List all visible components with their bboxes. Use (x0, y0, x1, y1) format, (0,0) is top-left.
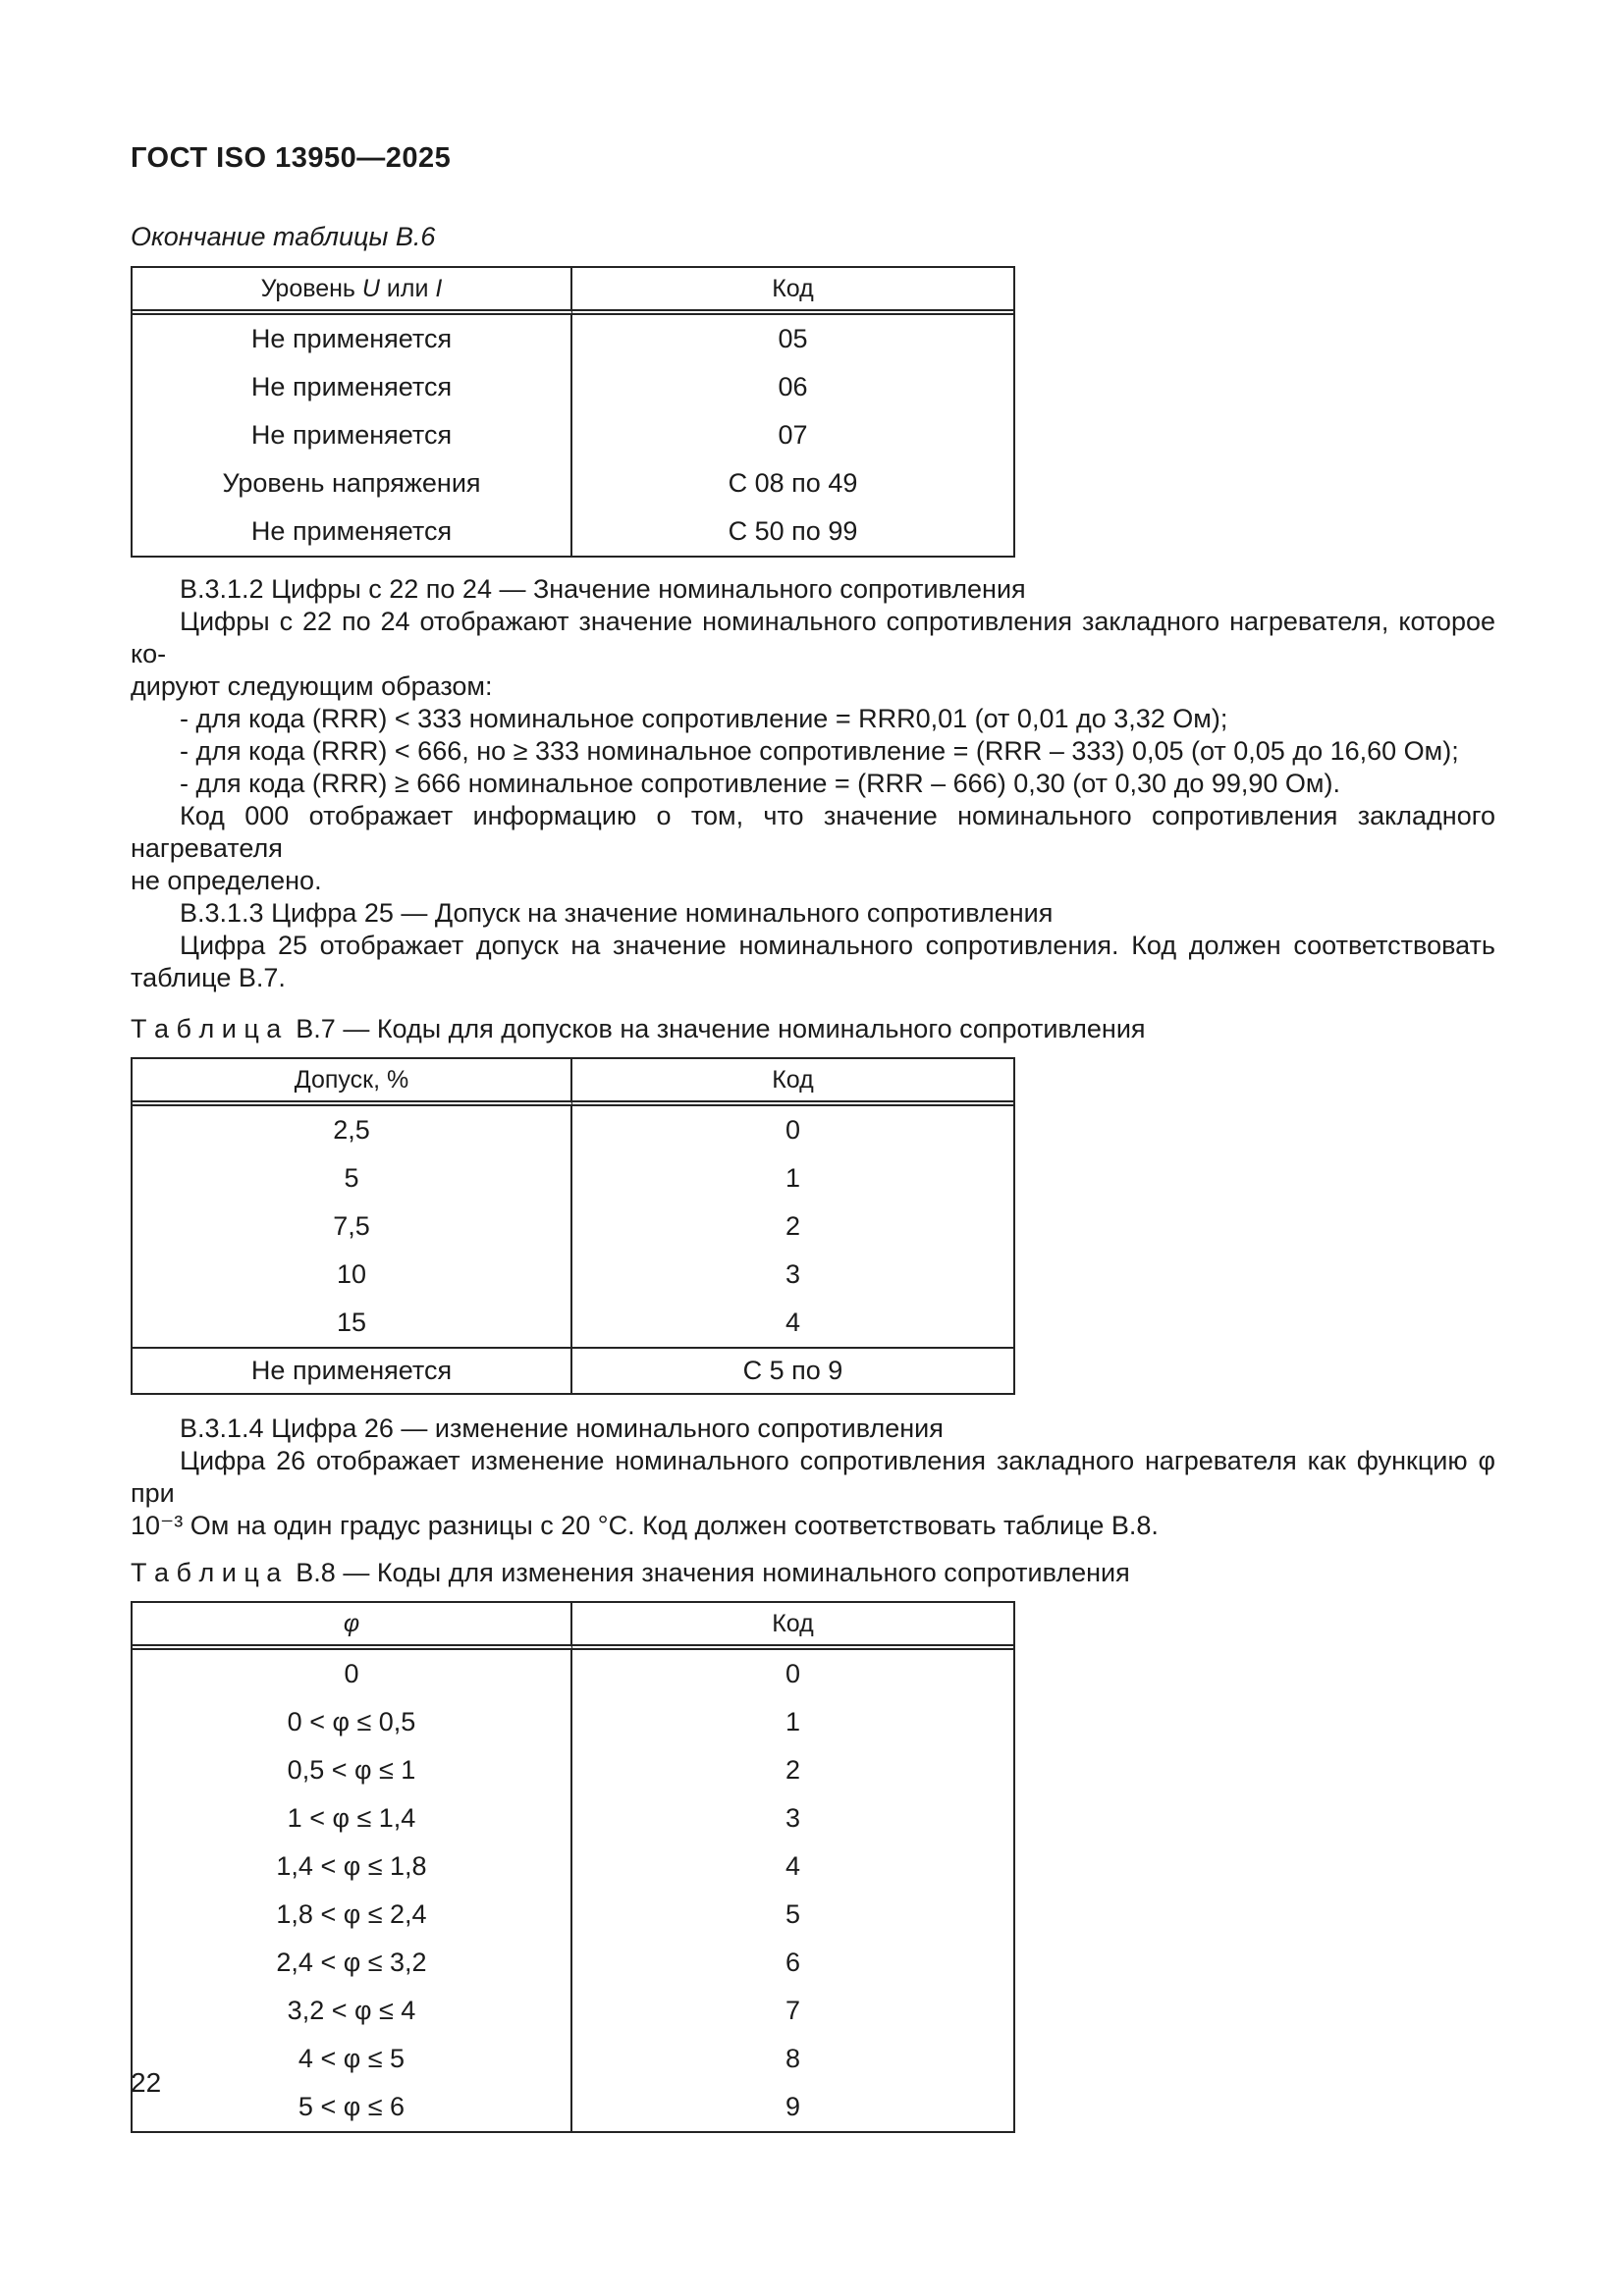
page-content (131, 0, 1495, 2133)
body-line: Цифра 25 отображает допуск на значение номинального сопротивления. Код должен соответствовать (180, 931, 1495, 960)
table-row (133, 1987, 1013, 2035)
page-number: 22 (131, 2067, 162, 2098)
level-cell: Не применяется (133, 411, 572, 459)
code-cell: 07 (778, 420, 808, 450)
code-cell: 05 (778, 324, 808, 353)
table-b6-end (131, 266, 1015, 558)
table-b8-col1-header: φ (133, 1603, 572, 1650)
tolerance-cell: 7,5 (133, 1202, 572, 1251)
section-heading-b313: В.3.1.3 Цифра 25 — Допуск на значение номинального сопротивления (180, 898, 1054, 928)
body-line: Цифра 26 отображает изменение номинального сопротивления закладного нагревателя как функцию φ при (131, 1446, 1495, 1508)
body-line: не определено. (131, 866, 322, 895)
doc-title: ГОСТ ISO 13950—2025 (131, 142, 452, 174)
level-cell: Уровень напряжения (133, 459, 572, 507)
phi-range-cell: 0,5 < φ ≤ 1 (133, 1746, 572, 1794)
table-b7-caption: Т а б л и ц а В.7 — Коды для допусков на значение номинального сопротивления (131, 1014, 1146, 1043)
body-line: 10⁻³ Ом на один градус разницы с 20 °С. Код должен соответствовать таблице В.8. (131, 1511, 1159, 1540)
table-row (133, 1202, 1013, 1251)
phi-range-cell: 1 < φ ≤ 1,4 (133, 1794, 572, 1842)
section-heading-b312: В.3.1.2 Цифры с 22 по 24 — Значение номинального сопротивления (180, 574, 1026, 604)
doc-header (131, 142, 1495, 175)
table-header-row (133, 268, 1013, 315)
table-header-row (133, 1059, 1013, 1106)
code-cell: 7 (785, 1996, 801, 2025)
table-b7-col1-header: Допуск, % (133, 1059, 572, 1106)
table-b7-col2-header: Код (572, 1059, 1013, 1106)
phi-range-cell: 0 (133, 1650, 572, 1698)
table-b8-col2-header: Код (572, 1603, 1013, 1650)
table-row (133, 363, 1013, 411)
table-row (133, 1891, 1013, 1939)
code-cell: 9 (785, 2092, 801, 2121)
table-row (133, 1251, 1013, 1299)
phi-range-cell: 4 < φ ≤ 5 (133, 2035, 572, 2083)
table-row (133, 315, 1013, 363)
table-b6-continuation-label: Окончание таблицы В.6 (131, 222, 436, 251)
list-item-line: - для кода (RRR) < 666, но ≥ 333 номинальное сопротивление = (RRR – 333) 0,05 (от 0,05 до 16,60 Ом); (180, 736, 1459, 766)
tolerance-cell: 2,5 (133, 1106, 572, 1154)
code-cell: 4 (785, 1308, 801, 1337)
body-line: дируют следующим образом: (131, 671, 493, 701)
section-heading-b314: В.3.1.4 Цифра 26 — изменение номинального сопротивления (180, 1414, 944, 1443)
code-cell: С 5 по 9 (572, 1347, 1013, 1393)
table-b8-caption: Т а б л и ц а В.8 — Коды для изменения значения номинального сопротивления (131, 1558, 1130, 1587)
code-cell: 2 (785, 1211, 801, 1241)
code-cell: 1 (785, 1163, 801, 1193)
phi-range-cell: 1,8 < φ ≤ 2,4 (133, 1891, 572, 1939)
table-row (133, 1299, 1013, 1347)
table-row (133, 2035, 1013, 2083)
code-cell: 0 (785, 1115, 801, 1145)
code-cell: 2 (785, 1755, 801, 1785)
table-row (133, 1842, 1013, 1891)
level-cell: Не применяется (133, 363, 572, 411)
code-cell: 4 (785, 1851, 801, 1881)
table-b6-col1-header (133, 268, 572, 315)
body-line: таблице В.7. (131, 963, 286, 992)
body-line: Цифры с 22 по 24 отображают значение номинального сопротивления закладного нагревателя, которое ко- (131, 607, 1495, 668)
table-row (133, 1347, 1013, 1393)
code-cell: С 08 по 49 (728, 468, 858, 498)
code-cell: 3 (785, 1259, 801, 1289)
section-b314-text (131, 1413, 1495, 1542)
code-cell: С 50 по 99 (728, 516, 858, 546)
table-b7 (131, 1057, 1015, 1395)
code-cell: 6 (785, 1948, 801, 1977)
phi-range-cell: 3,2 < φ ≤ 4 (133, 1987, 572, 2035)
code-cell: 0 (785, 1659, 801, 1688)
code-cell: 06 (778, 372, 808, 401)
table-row (133, 411, 1013, 459)
table-row (133, 1650, 1013, 1698)
phi-range-cell: 5 < φ ≤ 6 (133, 2083, 572, 2131)
list-item-line: - для кода (RRR) ≥ 666 номинальное сопротивление = (RRR – 666) 0,30 (от 0,30 до 99,90 Ом). (180, 769, 1340, 798)
table-row (133, 1698, 1013, 1746)
phi-range-cell: 0 < φ ≤ 0,5 (133, 1698, 572, 1746)
table-row (133, 1154, 1013, 1202)
section-b312-b313-text (131, 573, 1495, 994)
table-row (133, 459, 1013, 507)
table-row (133, 1106, 1013, 1154)
body-line: Код 000 отображает информацию о том, что значение номинального сопротивления закладного нагревателя (131, 801, 1495, 863)
level-cell: Не применяется (133, 507, 572, 556)
table-row (133, 507, 1013, 556)
table-b6-col2-header: Код (572, 268, 1013, 315)
code-cell: 3 (785, 1803, 801, 1833)
col1-header-prefix: Уровень (260, 274, 362, 302)
tolerance-cell: 10 (133, 1251, 572, 1299)
code-cell: 8 (785, 2044, 801, 2073)
code-cell: 5 (785, 1899, 801, 1929)
table-row (133, 1746, 1013, 1794)
table-header-row (133, 1603, 1013, 1650)
tolerance-cell: Не применяется (133, 1347, 572, 1393)
variable-i: I (435, 274, 443, 302)
table-row (133, 1939, 1013, 1987)
code-cell: 1 (785, 1707, 801, 1736)
col1-header-mid: или (379, 274, 436, 302)
tolerance-cell: 15 (133, 1299, 572, 1347)
list-item-line: - для кода (RRR) < 333 номинальное сопротивление = RRR0,01 (от 0,01 до 3,32 Ом); (180, 704, 1228, 733)
table-row (133, 2083, 1013, 2131)
tolerance-cell: 5 (133, 1154, 572, 1202)
variable-u: U (361, 274, 380, 302)
phi-range-cell: 1,4 < φ ≤ 1,8 (133, 1842, 572, 1891)
level-cell: Не применяется (133, 315, 572, 363)
phi-range-cell: 2,4 < φ ≤ 3,2 (133, 1939, 572, 1987)
table-row (133, 1794, 1013, 1842)
table-b8 (131, 1601, 1015, 2133)
